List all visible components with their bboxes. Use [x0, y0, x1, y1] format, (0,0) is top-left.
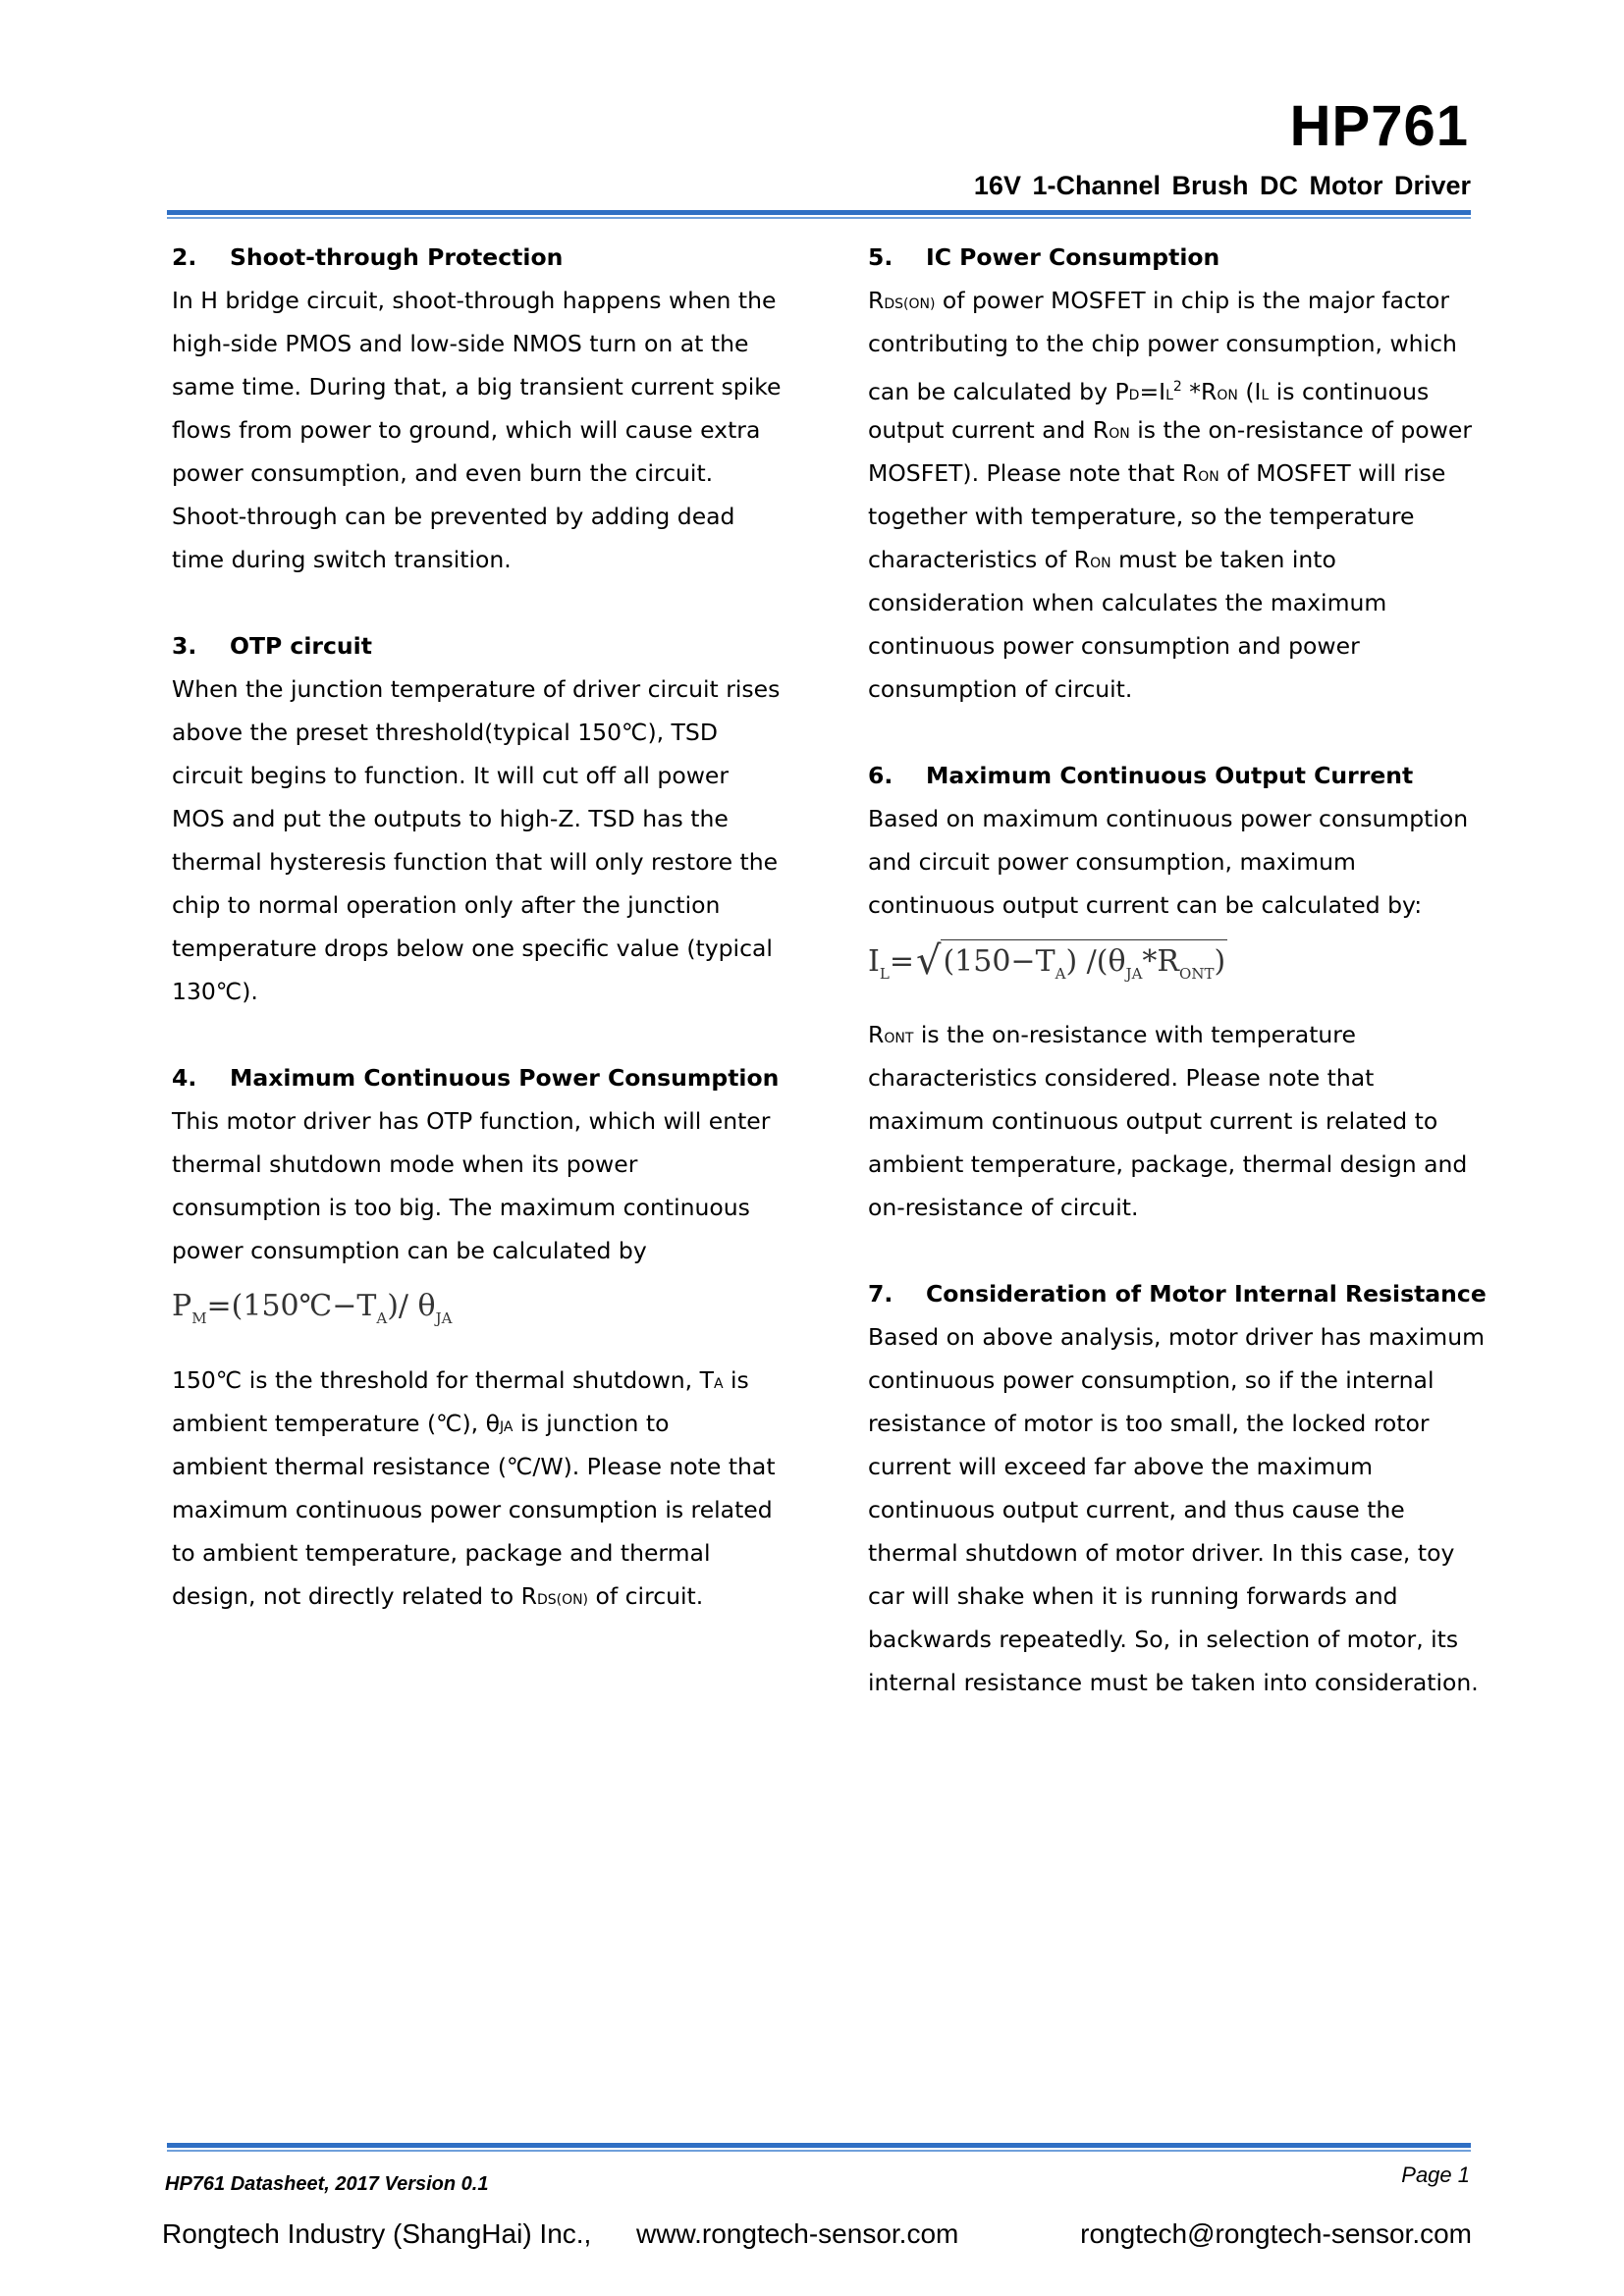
section-title: OTP circuit: [230, 632, 372, 660]
text-line: continuous output current can be calculated by:: [868, 891, 1423, 919]
text-line: to ambient temperature, package and thermal: [172, 1539, 711, 1567]
text-subscript: ON: [1090, 556, 1111, 571]
text-line: resistance of motor is too small, the locked rotor: [868, 1410, 1430, 1437]
text-line: [172, 1359, 790, 1402]
text-line: ambient temperature, package, thermal design and: [868, 1150, 1468, 1178]
text-line: [868, 408, 1475, 452]
text-run: ambient temperature (℃), θ: [172, 1410, 501, 1437]
text-line: [172, 1402, 790, 1445]
text-line: above the preset threshold(typical 150℃), TSD: [172, 719, 718, 746]
formula-subscript: JA: [435, 1309, 453, 1327]
text-line: maximum continuous power consumption is related: [172, 1496, 773, 1523]
left-column: [172, 236, 790, 1661]
section-number: 7.: [868, 1280, 893, 1308]
text-run: is: [723, 1366, 749, 1394]
formula-text: =: [889, 944, 914, 979]
formula-text: ): [1214, 944, 1226, 979]
datasheet-version: HP761 Datasheet, 2017 Version 0.1: [165, 2173, 489, 2195]
sqrt-radicand: [941, 939, 1227, 995]
footer-rule-thin: [167, 2150, 1471, 2152]
section-heading: [868, 1272, 1487, 1315]
text-run: R: [868, 287, 885, 314]
text-run: is junction to: [513, 1410, 670, 1437]
text-run: 150℃ is the threshold for thermal shutdown, T: [172, 1366, 714, 1394]
text-line: continuous power consumption, so if the internal: [868, 1366, 1435, 1394]
text-line: maximum continuous output current is related to: [868, 1107, 1438, 1135]
text-run: must be taken into: [1110, 546, 1336, 573]
text-subscript: L: [1165, 388, 1173, 403]
text-line: together with temperature, so the temperature: [868, 503, 1415, 530]
section-body-after-formula: [868, 1013, 1475, 1229]
text-subscript: JA: [500, 1419, 514, 1435]
text-line: [868, 538, 1475, 581]
text-line: This motor driver has OTP function, which will enter: [172, 1107, 771, 1135]
text-line: When the junction temperature of driver circuit rises: [172, 675, 781, 703]
formula-subscript: L: [879, 965, 890, 983]
text-line: time during switch transition.: [172, 546, 512, 573]
text-run: (I: [1237, 378, 1262, 405]
formula-subscript: M: [191, 1309, 207, 1327]
section-body: [172, 667, 790, 1013]
square-root: [914, 927, 1227, 996]
company-name: Rongtech Industry (ShangHai) Inc.,: [162, 2218, 592, 2249]
text-line: current will exceed far above the maximum: [868, 1453, 1374, 1480]
text-run: design, not directly related to R: [172, 1582, 537, 1610]
footer-rule: [167, 2143, 1471, 2148]
text-line: on-resistance of circuit.: [868, 1194, 1139, 1221]
header-rule-thin: [167, 217, 1471, 219]
text-run: is the on-resistance of power: [1129, 416, 1472, 444]
sqrt-icon: √: [915, 938, 942, 984]
page-number: Page 1: [1401, 2163, 1470, 2187]
text-line: characteristics considered. Please note that: [868, 1064, 1375, 1092]
text-line: same time. During that, a big transient current spike: [172, 373, 782, 400]
text-subscript: A: [713, 1376, 724, 1392]
text-subscript: D: [1128, 388, 1140, 403]
section-body: [172, 279, 790, 581]
text-subscript: ON: [1109, 426, 1130, 442]
text-line: car will shake when it is running forwards and: [868, 1582, 1398, 1610]
section-heading: [172, 624, 790, 667]
formula-subscript: JA: [1125, 965, 1143, 983]
text-line: and circuit power consumption, maximum: [868, 848, 1356, 876]
text-superscript: 2: [1172, 379, 1182, 395]
text-line: thermal hysteresis function that will only restore the: [172, 848, 779, 876]
text-line: backwards repeatedly. So, in selection of motor, its: [868, 1626, 1459, 1653]
text-line: chip to normal operation only after the junction: [172, 891, 721, 919]
text-line: continuous power consumption and power: [868, 632, 1360, 660]
text-run: R: [868, 1021, 885, 1048]
formula-subscript: A: [376, 1309, 388, 1327]
section-body: [868, 279, 1475, 711]
formula-text: (150−T: [943, 944, 1056, 979]
header-rule: [167, 210, 1471, 215]
text-subscript: ON: [1198, 469, 1219, 485]
section-heading: [868, 236, 1475, 279]
text-run: characteristics of R: [868, 546, 1091, 573]
section-title: Maximum Continuous Output Current: [926, 762, 1414, 789]
section-title: Consideration of Motor Internal Resistance: [926, 1280, 1487, 1308]
text-line: circuit begins to function. It will cut off all power: [172, 762, 730, 789]
text-line: thermal shutdown of motor driver. In this case, toy: [868, 1539, 1455, 1567]
text-run: of circuit.: [588, 1582, 704, 1610]
text-subscript: L: [1261, 388, 1270, 403]
text-line: continuous output current, and thus cause the: [868, 1496, 1405, 1523]
formula-subscript: ONT: [1179, 965, 1215, 983]
section-number: 4.: [172, 1064, 197, 1092]
section-body: [868, 797, 1475, 927]
text-line: consumption of circuit.: [868, 675, 1133, 703]
text-line: In H bridge circuit, shoot-through happens when the: [172, 287, 777, 314]
text-run: is continuous: [1269, 378, 1430, 405]
text-run: of power MOSFET in chip is the major factor: [935, 287, 1450, 314]
email-link[interactable]: rongtech@rongtech-sensor.com: [1080, 2218, 1472, 2249]
section-max-current: [868, 754, 1475, 1229]
website-link[interactable]: www.rongtech-sensor.com: [636, 2218, 959, 2249]
text-line: power consumption, and even burn the circuit.: [172, 459, 714, 487]
text-line: Based on maximum continuous power consumption: [868, 805, 1469, 832]
section-otp-circuit: [172, 624, 790, 1013]
formula-text: =(150℃−T: [206, 1289, 377, 1323]
current-formula: [868, 927, 1475, 1013]
text-line: ambient thermal resistance (℃/W). Please note that: [172, 1453, 776, 1480]
section-max-power: [172, 1056, 790, 1618]
text-line: MOS and put the outputs to high-Z. TSD has the: [172, 805, 729, 832]
section-title: IC Power Consumption: [926, 243, 1220, 271]
text-line: contributing to the chip power consumption, which: [868, 330, 1457, 357]
text-run: *R: [1181, 378, 1218, 405]
formula-text: ) /(θ: [1065, 944, 1126, 979]
text-line: 130℃).: [172, 978, 258, 1005]
text-subscript: DS(ON): [536, 1592, 589, 1608]
text-line: [868, 1013, 1475, 1056]
text-run: MOSFET). Please note that R: [868, 459, 1199, 487]
text-run: can be calculated by P: [868, 378, 1129, 405]
text-line: consumption is too big. The maximum continuous: [172, 1194, 750, 1221]
text-line: thermal shutdown mode when its power: [172, 1150, 638, 1178]
text-line: Based on above analysis, motor driver has maximum: [868, 1323, 1485, 1351]
text-line: internal resistance must be taken into consideration.: [868, 1669, 1479, 1696]
text-run: =I: [1139, 378, 1166, 405]
text-run: is the on-resistance with temperature: [913, 1021, 1356, 1048]
text-line: high-side PMOS and low-side NMOS turn on at the: [172, 330, 749, 357]
section-number: 6.: [868, 762, 893, 789]
text-subscript: ONT: [884, 1031, 914, 1046]
text-line: flows from power to ground, which will cause extra: [172, 416, 761, 444]
section-shoot-through: [172, 236, 790, 581]
text-line: [868, 365, 1475, 408]
formula-symbol: P: [172, 1289, 192, 1323]
power-formula: [172, 1272, 790, 1359]
section-number: 2.: [172, 243, 197, 271]
text-line: [868, 279, 1475, 322]
section-heading: [868, 754, 1475, 797]
section-number: 5.: [868, 243, 893, 271]
document-subtitle: 16V 1-Channel Brush DC Motor Driver: [973, 171, 1471, 200]
section-title: Shoot-through Protection: [230, 243, 564, 271]
section-ic-power: [868, 236, 1475, 711]
text-line: Shoot-through can be prevented by adding dead: [172, 503, 735, 530]
text-subscript: ON: [1217, 388, 1238, 403]
formula-text: )/ θ: [387, 1289, 436, 1323]
text-subscript: DS(ON): [884, 296, 936, 312]
section-heading: [172, 236, 790, 279]
section-body: [172, 1099, 790, 1272]
section-motor-resistance: [868, 1272, 1487, 1704]
text-line: consideration when calculates the maximum: [868, 589, 1387, 616]
section-title: Maximum Continuous Power Consumption: [230, 1064, 780, 1092]
text-line: temperature drops below one specific value (typical: [172, 934, 773, 962]
formula-subscript: A: [1055, 965, 1066, 983]
text-run: of MOSFET will rise: [1218, 459, 1446, 487]
section-heading: [172, 1056, 790, 1099]
text-line: power consumption can be calculated by: [172, 1237, 647, 1264]
formula-text: *R: [1142, 944, 1180, 979]
section-number: 3.: [172, 632, 197, 660]
document-title: HP761: [1289, 94, 1469, 158]
section-body: [868, 1315, 1485, 1704]
right-column: [868, 236, 1487, 1747]
text-run: output current and R: [868, 416, 1110, 444]
text-line: [868, 452, 1475, 495]
text-line: [172, 1575, 790, 1618]
formula-symbol: I: [868, 944, 880, 979]
section-body-after-formula: [172, 1359, 790, 1618]
